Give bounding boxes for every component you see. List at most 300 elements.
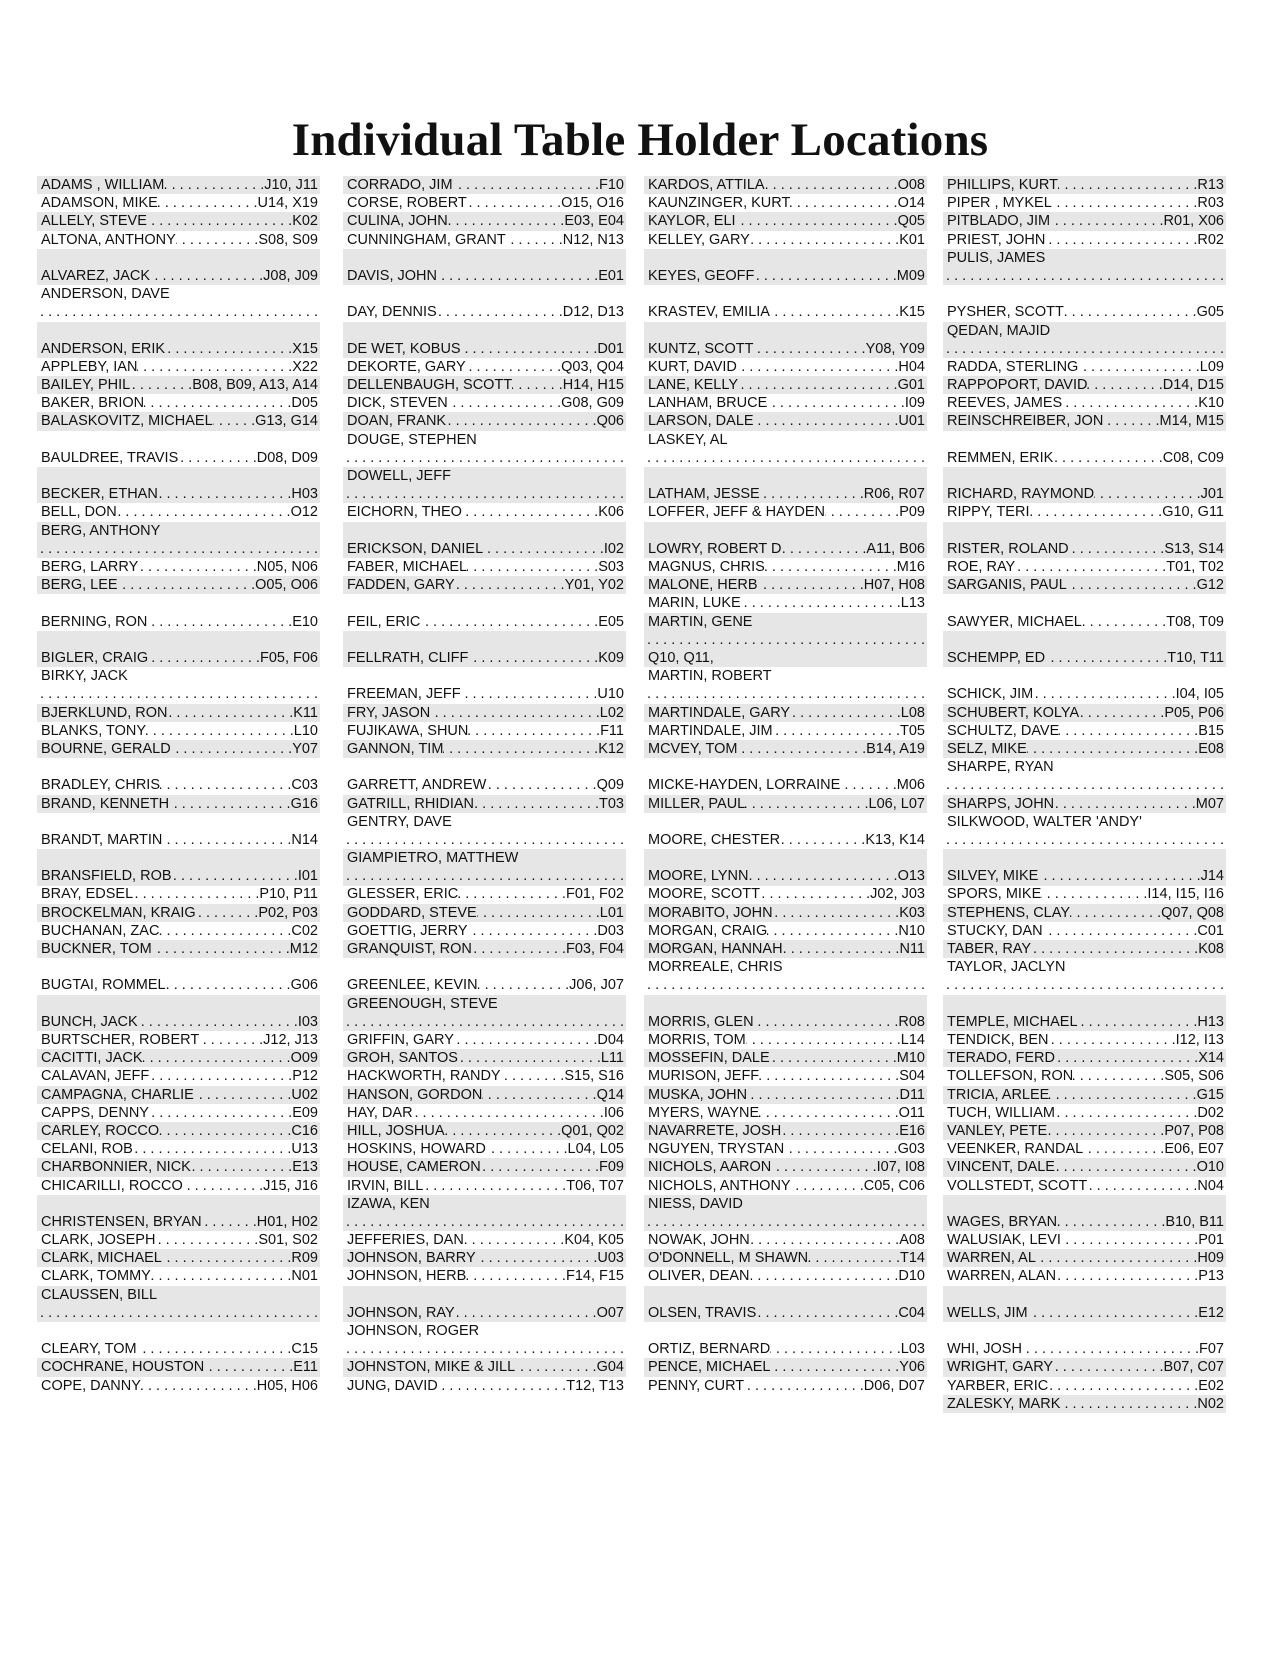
dot-leader <box>1015 558 1166 576</box>
dot-leader <box>1050 212 1163 230</box>
dot-leader <box>773 722 900 740</box>
table-location: P10, P11 <box>259 886 318 903</box>
dot-leader <box>445 1122 562 1140</box>
table-location: N02 <box>1197 1395 1224 1412</box>
holder-name: VINCENT, DALE <box>947 1159 1055 1176</box>
holder-name: ADAMS , WILLIAM <box>41 176 165 193</box>
list-item <box>943 558 1226 576</box>
dot-leader <box>455 1304 597 1322</box>
table-location: N14 <box>291 831 318 848</box>
list-item <box>343 394 626 412</box>
table-location: F14, F15 <box>565 1268 624 1285</box>
table-location: I12, I13 <box>1175 1032 1224 1049</box>
list-item <box>943 958 1226 994</box>
dot-leader <box>1078 358 1199 376</box>
holder-name: GANNON, TIM <box>347 740 444 757</box>
table-location: B08, B09, A13, A14 <box>192 377 318 394</box>
holder-name: HILL, JOSHUA <box>347 1122 445 1139</box>
table-location: L14 <box>900 1032 925 1049</box>
holder-name: CLARK, MICHAEL <box>41 1250 162 1267</box>
holder-name: MARTINDALE, JIM <box>648 722 773 739</box>
table-location: M14, M15 <box>1159 413 1224 430</box>
list-item <box>943 722 1226 740</box>
holder-name: SELZ, MIKE <box>947 740 1027 757</box>
dot-leader <box>138 1013 298 1031</box>
dot-leader <box>472 940 566 958</box>
holder-name: WAGES, BRYAN <box>947 1213 1058 1230</box>
table-location: O10 <box>1196 1159 1224 1176</box>
holder-name: O'DONNELL, M SHAWN <box>648 1250 809 1267</box>
list-item <box>943 212 1226 230</box>
holder-name: BUGTAI, ROMMEL <box>41 977 166 994</box>
dot-leader <box>448 212 565 230</box>
list-item <box>943 503 1226 521</box>
table-location: G04 <box>596 1359 624 1376</box>
dot-leader <box>461 340 598 358</box>
holder-name: MARTINDALE, GARY <box>648 704 791 721</box>
list-item <box>343 1322 626 1358</box>
dot-leader <box>1079 704 1164 722</box>
list-item <box>644 1358 927 1376</box>
list-item <box>343 522 626 558</box>
holder-name: GATRILL, RHIDIAN <box>347 795 475 812</box>
list-item <box>644 1067 927 1085</box>
holder-name: PHILLIPS, KURT <box>947 176 1058 193</box>
dot-leader <box>446 412 596 430</box>
list-item <box>644 1177 927 1195</box>
dot-leader <box>191 1158 292 1176</box>
dot-leader <box>1073 1067 1164 1085</box>
table-location: R08 <box>898 1013 925 1030</box>
table-location: L11 <box>600 1050 624 1067</box>
holder-name: LOFFER, JEFF & HAYDEN <box>648 504 825 521</box>
table-location: M09 <box>896 267 925 284</box>
dot-leader <box>648 631 925 649</box>
holder-name: SCHULTZ, DAVE <box>947 722 1060 739</box>
dot-leader <box>947 831 1224 849</box>
dot-leader <box>1052 194 1198 212</box>
table-location: T01, T02 <box>1166 559 1224 576</box>
table-location: D10 <box>898 1268 925 1285</box>
list-item <box>37 1031 320 1049</box>
holder-name: PRIEST, JOHN <box>947 231 1046 248</box>
holder-name: STEPHENS, CLAY <box>947 904 1071 921</box>
list-item <box>37 358 320 376</box>
list-item <box>343 886 626 904</box>
list-item <box>943 849 1226 885</box>
table-location: P09 <box>899 504 925 521</box>
list-item <box>644 194 927 212</box>
holder-name: CUNNINGHAM, GRANT <box>347 231 506 248</box>
table-location: B10, B11 <box>1165 1213 1224 1230</box>
holder-name: JOHNSON, BARRY <box>347 1250 476 1267</box>
dot-leader <box>117 503 291 521</box>
list-item <box>644 431 927 467</box>
list-item <box>943 322 1226 358</box>
holder-name: WHI, JOSH <box>947 1341 1022 1358</box>
dot-leader <box>1027 740 1198 758</box>
table-location: K04, K05 <box>564 1232 624 1249</box>
table-location: G15 <box>1196 1086 1224 1103</box>
list-item <box>943 940 1226 958</box>
dot-leader <box>825 503 899 521</box>
list-item <box>37 194 320 212</box>
holder-name: NIESS, DAVID <box>648 1195 743 1212</box>
dot-leader <box>454 1031 598 1049</box>
dot-leader <box>1053 1358 1163 1376</box>
list-item <box>644 376 927 394</box>
holder-name: GODDARD, STEVE <box>347 904 477 921</box>
holder-name: SCHEMPP, ED <box>947 649 1046 666</box>
table-location: S13, S14 <box>1164 540 1224 557</box>
table-location: K06 <box>598 504 624 521</box>
table-location: H07, H08 <box>863 577 925 594</box>
dot-leader <box>448 394 561 412</box>
holder-name: REINSCHREIBER, JON <box>947 413 1104 430</box>
holder-name: SHARPE, RYAN <box>947 759 1054 776</box>
table-location: O09 <box>290 1050 318 1067</box>
list-item <box>943 1177 1226 1195</box>
holder-name: BECKER, ETHAN <box>41 486 158 503</box>
holder-name: ADAMSON, MIKE <box>41 195 158 212</box>
dot-leader <box>648 449 925 467</box>
table-location: G01 <box>897 377 925 394</box>
list-item <box>644 1322 927 1358</box>
list-item <box>343 212 626 230</box>
holder-name: MORRIS, TOM <box>648 1032 746 1049</box>
holder-name: MOSSEFIN, DALE <box>648 1050 770 1067</box>
table-location: I14, I15, I16 <box>1147 886 1224 903</box>
list-item <box>943 1067 1226 1085</box>
table-location: F01, F02 <box>565 886 624 903</box>
table-location: F05, F06 <box>259 649 318 666</box>
dot-leader <box>1022 1340 1199 1358</box>
dot-leader <box>413 1104 604 1122</box>
dot-leader <box>464 1231 565 1249</box>
dot-leader <box>162 1249 292 1267</box>
table-location: D06, D07 <box>863 1377 925 1394</box>
list-item <box>343 1249 626 1267</box>
table-location: A08 <box>899 1232 925 1249</box>
list-item <box>37 503 320 521</box>
list-item <box>644 576 927 594</box>
dot-leader <box>506 231 563 249</box>
list-item <box>343 795 626 813</box>
list-item <box>37 431 320 467</box>
holder-name: CALAVAN, JEFF <box>41 1068 150 1085</box>
holder-name: GREENLEE, KEVIN <box>347 977 478 994</box>
holder-name: FRY, JASON <box>347 704 431 721</box>
table-location: U13 <box>291 1141 318 1158</box>
dot-leader <box>158 194 258 212</box>
holder-name: RADDA, STERLING <box>947 358 1079 375</box>
table-location: X15 <box>292 340 318 357</box>
list-item <box>943 231 1226 249</box>
dot-leader <box>648 976 925 994</box>
dot-leader <box>438 1377 566 1395</box>
list-item <box>343 249 626 285</box>
list-item <box>943 1395 1226 1413</box>
table-location: N01 <box>291 1268 318 1285</box>
list-item <box>943 594 1226 630</box>
holder-name: OLIVER, DEAN <box>648 1268 750 1285</box>
holder-name: HOSKINS, HOWARD <box>347 1141 486 1158</box>
dot-leader <box>840 776 896 794</box>
holder-name: TERADO, FERD <box>947 1050 1055 1067</box>
dot-leader <box>1083 1140 1164 1158</box>
holder-name: LANHAM, BRUCE <box>648 395 768 412</box>
list-item <box>37 1049 320 1067</box>
list-item <box>644 667 927 703</box>
holder-name: BERG, LEE <box>41 577 118 594</box>
holder-name: CHRISTENSEN, BRYAN <box>41 1213 202 1230</box>
dot-leader <box>947 776 1224 794</box>
dot-leader <box>748 867 897 885</box>
holder-name: MARTIN, GENE <box>648 613 753 630</box>
table-location: C05, C06 <box>863 1177 925 1194</box>
holder-name: KAYLOR, ELI <box>648 213 736 230</box>
list-item <box>343 849 626 885</box>
dot-leader <box>481 1158 599 1176</box>
list-item <box>644 1122 927 1140</box>
list-item <box>943 1322 1226 1358</box>
dot-leader <box>150 267 263 285</box>
holder-name: MORREALE, CHRIS <box>648 959 783 976</box>
table-location: S05, S06 <box>1164 1068 1224 1085</box>
holder-name: BUCHANAN, ZAC <box>41 922 160 939</box>
list-item <box>343 1031 626 1049</box>
table-location: M12 <box>289 941 318 958</box>
table-location: L04, L05 <box>567 1141 624 1158</box>
holder-name: GARRETT, ANDREW <box>347 777 487 794</box>
holder-name: LATHAM, JESSE <box>648 486 760 503</box>
list-item <box>343 594 626 630</box>
table-location: N10 <box>898 922 925 939</box>
table-location: G05 <box>1196 304 1224 321</box>
holder-name: GENTRY, DAVE <box>347 813 452 830</box>
list-item <box>943 795 1226 813</box>
dot-leader <box>1049 1031 1176 1049</box>
list-item <box>943 667 1226 703</box>
list-item <box>644 412 927 430</box>
dot-leader <box>1043 922 1198 940</box>
dot-leader <box>144 394 291 412</box>
table-location: E02 <box>1198 1377 1224 1394</box>
list-item <box>343 922 626 940</box>
table-location: D08, D09 <box>256 449 318 466</box>
table-location: G12 <box>1196 577 1224 594</box>
dot-leader <box>430 704 600 722</box>
dot-leader <box>1060 1395 1197 1413</box>
holder-name: MUSKA, JOHN <box>648 1086 748 1103</box>
list-item <box>343 740 626 758</box>
table-location: S03 <box>598 559 624 576</box>
table-location: E06, E07 <box>1164 1141 1224 1158</box>
holder-name: NOWAK, JOHN <box>648 1232 750 1249</box>
list-item <box>943 1377 1226 1395</box>
list-item <box>943 285 1226 321</box>
dot-leader <box>765 176 898 194</box>
holder-name: GIAMPIETRO, MATTHEW <box>347 850 519 867</box>
dot-leader <box>770 1358 899 1376</box>
table-location: R03 <box>1197 195 1224 212</box>
dot-leader <box>347 1013 624 1031</box>
dot-leader <box>147 212 292 230</box>
dot-leader <box>474 795 599 813</box>
dot-leader <box>754 267 896 285</box>
list-item <box>37 886 320 904</box>
holder-name: IRVIN, BILL <box>347 1177 424 1194</box>
table-location: Q06 <box>596 413 624 430</box>
table-location: K03 <box>899 904 925 921</box>
holder-name: ALLELY, STEVE <box>41 213 147 230</box>
dot-leader <box>461 685 598 703</box>
list-item <box>37 176 320 194</box>
holder-name: SCHICK, JIM <box>947 686 1034 703</box>
dot-leader <box>1078 1013 1198 1031</box>
holder-name: BURTSCHER, ROBERT <box>41 1032 200 1049</box>
dot-leader <box>737 358 898 376</box>
holder-name: BUNCH, JACK <box>41 1013 138 1030</box>
list-item <box>37 922 320 940</box>
list-item <box>943 522 1226 558</box>
list-item <box>343 1104 626 1122</box>
dot-leader <box>467 194 561 212</box>
holder-name: FREEMAN, JEFF <box>347 686 461 703</box>
dot-leader <box>41 1304 318 1322</box>
holder-name: VANLEY, PETE <box>947 1122 1048 1139</box>
table-location: U02 <box>291 1086 318 1103</box>
holder-name: SHARPS, JOHN <box>947 795 1055 812</box>
holder-name: CORRADO, JIM <box>347 176 453 193</box>
dot-leader <box>347 1340 624 1358</box>
dot-leader <box>476 1249 598 1267</box>
holder-name: TUCH, WILLIAM <box>947 1104 1055 1121</box>
table-location: F11 <box>600 722 624 739</box>
table-location: S01, S02 <box>258 1232 318 1249</box>
dot-leader <box>468 922 598 940</box>
list-item <box>343 431 626 467</box>
list-item <box>943 995 1226 1031</box>
list-item <box>943 886 1226 904</box>
table-location: R01, X06 <box>1163 213 1224 230</box>
dot-leader <box>443 740 598 758</box>
list-item <box>343 412 626 430</box>
dot-leader <box>147 613 292 631</box>
holder-name: REEVES, JAMES <box>947 395 1063 412</box>
holder-name: MORGAN, CRAIG <box>648 922 768 939</box>
table-location: I06 <box>603 1104 624 1121</box>
list-item <box>343 667 626 703</box>
list-item <box>343 231 626 249</box>
table-location: U03 <box>597 1250 624 1267</box>
list-item <box>644 740 927 758</box>
holder-name: PITBLADO, JIM <box>947 213 1051 230</box>
holder-name: PULIS, JAMES <box>947 249 1046 266</box>
dot-leader <box>462 503 598 521</box>
holder-name: SAWYER, MICHAEL <box>947 613 1082 630</box>
holder-name: BRAND, KENNETH <box>41 795 170 812</box>
holder-name: ALTONA, ANTHONY <box>41 231 176 248</box>
table-location: E01 <box>598 267 624 284</box>
dot-leader <box>1062 394 1198 412</box>
table-location: E12 <box>1198 1304 1224 1321</box>
dot-leader <box>782 540 867 558</box>
holder-name: MOORE, CHESTER <box>648 831 781 848</box>
holder-name: FABER, MICHAEL <box>347 559 468 576</box>
list-item <box>943 1195 1226 1231</box>
column-3 <box>644 176 927 1395</box>
list-item <box>943 758 1226 794</box>
table-location: G08, G09 <box>561 395 624 412</box>
dot-leader <box>347 867 624 885</box>
dot-leader <box>194 1086 292 1104</box>
holder-name: GOETTIG, JERRY <box>347 922 468 939</box>
holder-name: BRANSFIELD, ROB <box>41 868 172 885</box>
dot-leader <box>137 358 292 376</box>
holder-name: CULINA, JOHN <box>347 213 448 230</box>
holder-name: BAILEY, PHIL <box>41 377 131 394</box>
table-location: D05 <box>291 395 318 412</box>
dot-leader <box>1045 649 1167 667</box>
table-location: K12 <box>598 740 624 757</box>
table-location: I02 <box>603 540 624 557</box>
table-location: J02, J03 <box>870 886 925 903</box>
holder-name: HOUSE, CAMERON <box>347 1159 481 1176</box>
dot-leader <box>759 1104 898 1122</box>
dot-leader <box>486 776 596 794</box>
table-location: Y08, Y09 <box>865 340 925 357</box>
list-item <box>37 1267 320 1285</box>
holder-name: FADDEN, GARY <box>347 577 455 594</box>
dot-leader <box>159 1122 291 1140</box>
list-item <box>37 376 320 394</box>
dot-leader <box>784 1140 897 1158</box>
dot-leader <box>483 540 604 558</box>
table-location: Y07 <box>292 740 318 757</box>
dot-leader <box>745 795 868 813</box>
dot-leader <box>790 704 901 722</box>
holder-name: CACITTI, JACK <box>41 1050 143 1067</box>
table-location: K15 <box>899 304 925 321</box>
dot-leader <box>1038 867 1200 885</box>
list-item <box>37 813 320 849</box>
holder-name: BERG, LARRY <box>41 559 139 576</box>
dot-leader <box>1041 886 1147 904</box>
dot-leader <box>501 1067 565 1085</box>
dot-leader <box>754 412 899 430</box>
dot-leader <box>133 1140 292 1158</box>
holder-name: BALASKOVITZ, MICHAEL <box>41 413 213 430</box>
dot-leader <box>458 1049 601 1067</box>
list-item <box>343 1195 626 1231</box>
holder-name: MICKE-HAYDEN, LORRAINE <box>648 777 841 794</box>
dot-leader <box>1094 485 1200 503</box>
table-location: N04 <box>1197 1177 1224 1194</box>
list-item <box>644 1086 927 1104</box>
page-title: Individual Table Holder Locations <box>291 114 989 166</box>
table-location: E09 <box>292 1104 318 1121</box>
dot-leader <box>482 1086 596 1104</box>
dot-leader <box>477 904 600 922</box>
table-location: Q07, Q08 <box>1161 904 1224 921</box>
holder-name: BUCKNER, TOM <box>41 941 152 958</box>
list-item <box>343 558 626 576</box>
list-item <box>644 212 927 230</box>
table-location: S08, S09 <box>258 231 318 248</box>
dot-leader <box>172 867 298 885</box>
table-location: X14 <box>1198 1050 1224 1067</box>
